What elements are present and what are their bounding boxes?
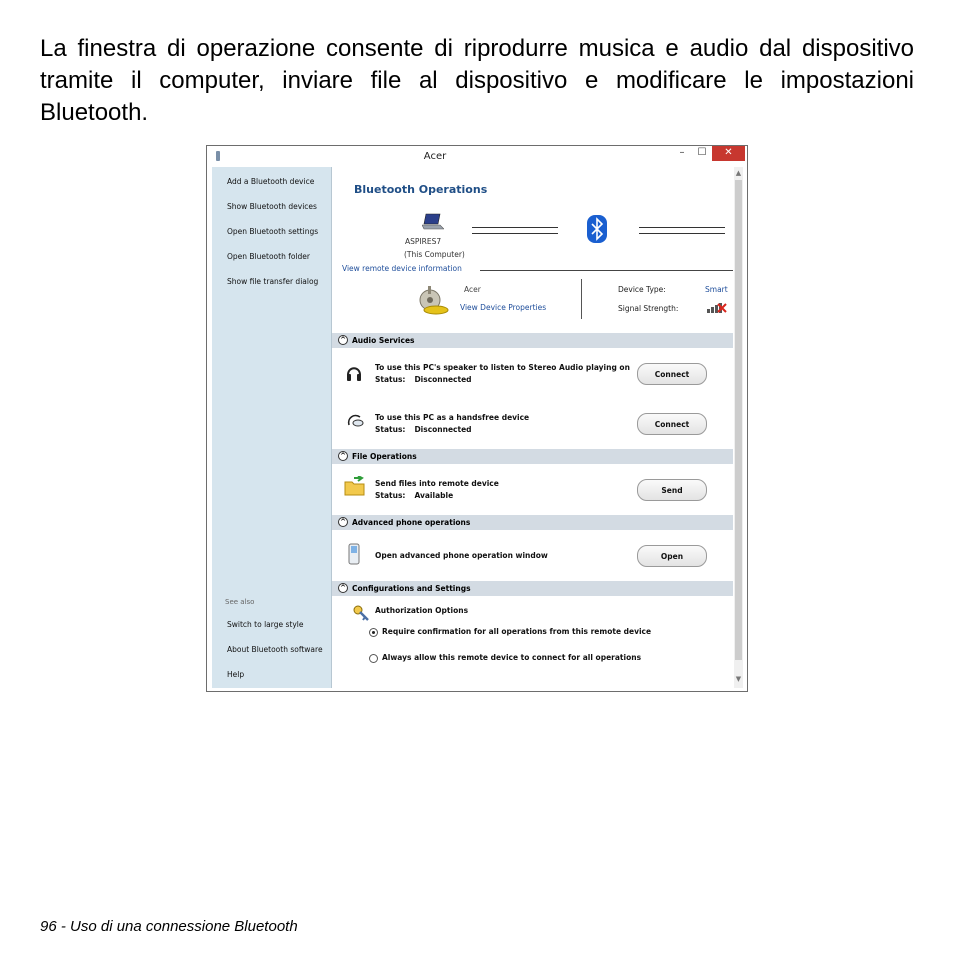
sidebar-item-file-transfer[interactable]: Show file transfer dialog	[227, 277, 319, 286]
device-info-divider	[581, 279, 582, 319]
send-files-folder-icon	[344, 476, 366, 496]
headset-icon	[346, 412, 364, 428]
status-value: Disconnected	[414, 375, 472, 384]
scroll-thumb[interactable]	[735, 180, 742, 660]
status-label: Status:	[375, 491, 406, 500]
computer-subtitle: (This Computer)	[404, 250, 465, 259]
page-title: Bluetooth Operations	[354, 183, 488, 196]
sidebar-item-show-devices[interactable]: Show Bluetooth devices	[227, 202, 317, 211]
authorization-icon	[352, 604, 370, 622]
intro-paragraph: La finestra di operazione consente di riprodurre musica e audio dal dispositivo tramite il computer, inviare file al dispositivo e modificare le impostazioni Bluetooth.	[40, 35, 914, 126]
scroll-down-arrow-icon[interactable]: ▼	[735, 675, 742, 683]
sidebar-item-about[interactable]: About Bluetooth software	[227, 645, 323, 654]
window-title: Acer	[423, 151, 447, 162]
connect-stereo-button[interactable]: Connect	[637, 363, 707, 385]
file-operations-header[interactable]: ^ File Operations	[332, 449, 733, 464]
link-line-right-bottom	[639, 233, 725, 234]
laptop-icon	[422, 213, 444, 231]
collapse-chevron-icon[interactable]: ^	[338, 451, 348, 461]
handsfree-status	[375, 425, 472, 434]
collapse-chevron-icon[interactable]: ^	[338, 517, 348, 527]
status-value: Disconnected	[414, 425, 472, 434]
connect-handsfree-button[interactable]: Connect	[637, 413, 707, 435]
device-type-value: Smart	[705, 285, 728, 294]
signal-strength-icon	[707, 301, 727, 313]
signal-strength-label: Signal Strength:	[618, 304, 679, 313]
collapse-chevron-icon[interactable]: ^	[338, 335, 348, 345]
sidebar-item-open-settings[interactable]: Open Bluetooth settings	[227, 227, 319, 236]
radio-always-allow[interactable]	[369, 654, 378, 663]
page-footer: 96 - Uso di una connessione Bluetooth	[40, 918, 298, 935]
vertical-scrollbar[interactable]	[734, 167, 743, 688]
sidebar-item-help[interactable]: Help	[227, 670, 245, 679]
phone-icon	[348, 543, 360, 565]
view-device-properties-link[interactable]: View Device Properties	[460, 303, 547, 312]
send-button[interactable]: Send	[637, 479, 707, 501]
configurations-header[interactable]: ^ Configurations and Settings	[332, 581, 733, 596]
link-line-right-top	[639, 227, 725, 228]
remote-info-divider	[480, 270, 733, 271]
collapse-chevron-icon[interactable]: ^	[338, 583, 348, 593]
remote-device-icon	[416, 283, 450, 317]
minimize-button[interactable]: –	[679, 147, 685, 158]
handsfree-description: To use this PC as a handsfree device	[375, 413, 530, 422]
link-line-left-bottom	[472, 233, 558, 234]
title-bar[interactable]	[207, 146, 747, 166]
sidebar-item-add-device[interactable]: Add a Bluetooth device	[227, 177, 315, 186]
always-allow-label[interactable]: Always allow this remote device to connect for all operations	[382, 653, 642, 662]
bluetooth-icon	[587, 215, 607, 243]
status-value: Available	[414, 491, 454, 500]
main-panel	[332, 167, 733, 688]
status-label: Status:	[375, 375, 406, 384]
see-also-label: See also	[225, 598, 255, 606]
send-files-description: Send files into remote device	[375, 479, 499, 488]
sidebar-item-open-folder[interactable]: Open Bluetooth folder	[227, 252, 310, 261]
advanced-phone-header[interactable]: ^ Advanced phone operations	[332, 515, 733, 530]
view-remote-info-link[interactable]: View remote device information	[342, 264, 462, 273]
authorization-options-label: Authorization Options	[375, 606, 469, 615]
send-files-status	[375, 491, 453, 500]
headphones-icon	[346, 363, 362, 383]
scroll-up-arrow-icon[interactable]: ▲	[735, 169, 742, 177]
audio-stereo-description: To use this PC's speaker to listen to Stereo Audio playing on	[375, 363, 630, 372]
status-label: Status:	[375, 425, 406, 434]
audio-services-header[interactable]: ^ Audio Services	[332, 333, 733, 348]
computer-name: ASPIRES7	[405, 237, 442, 246]
link-line-left-top	[472, 227, 558, 228]
close-button[interactable]: ✕	[712, 146, 745, 161]
radio-require-confirmation[interactable]	[369, 628, 378, 637]
bluetooth-operations-window	[206, 145, 748, 692]
maximize-button[interactable]: ☐	[697, 147, 707, 158]
audio-stereo-status	[375, 375, 472, 384]
advanced-phone-description: Open advanced phone operation window	[375, 551, 548, 560]
sidebar-item-large-style[interactable]: Switch to large style	[227, 620, 304, 629]
remote-device-name: Acer	[464, 285, 481, 294]
require-confirmation-label[interactable]: Require confirmation for all operations from this remote device	[382, 627, 652, 636]
sidebar	[212, 167, 332, 688]
device-type-label: Device Type:	[618, 285, 666, 294]
open-button[interactable]: Open	[637, 545, 707, 567]
